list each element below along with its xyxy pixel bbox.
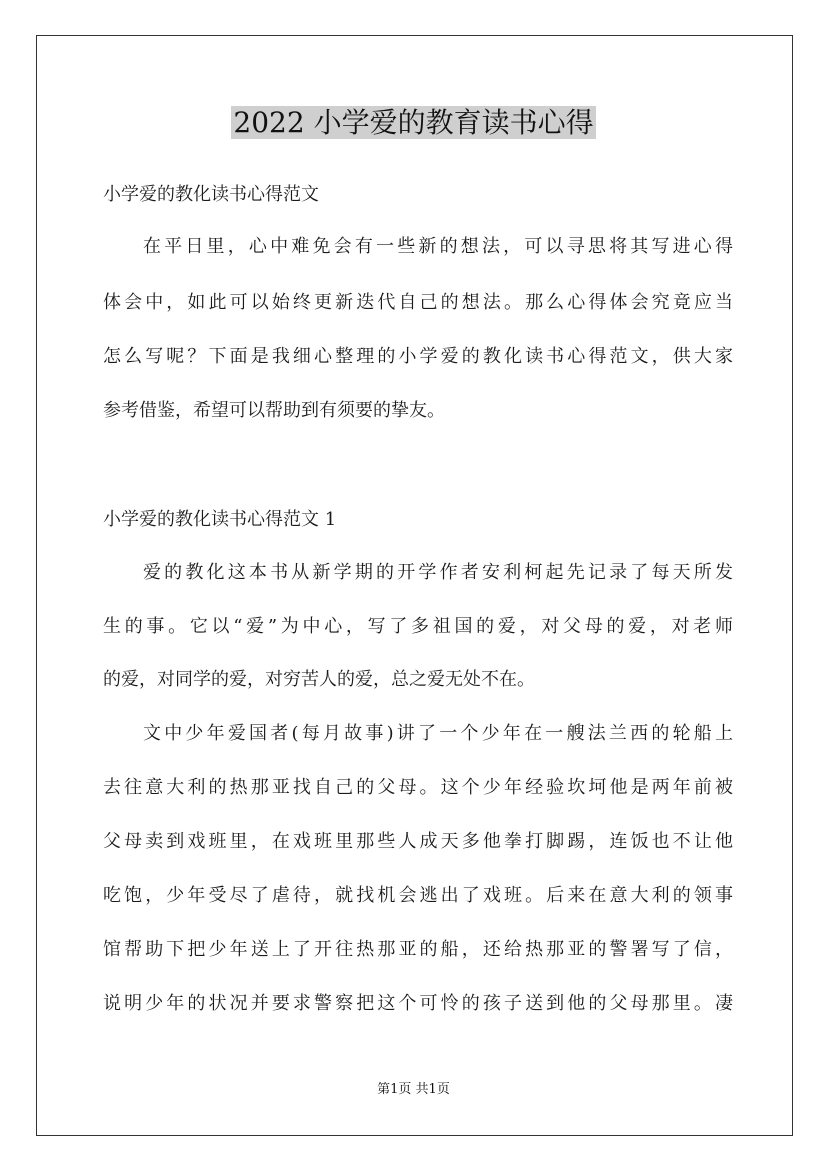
para1-line-2: 生的事。它以“爱”为中心，写了多祖国的爱，对父母的爱，对老师 xyxy=(103,616,733,637)
document-title xyxy=(0,103,827,143)
para1-line-1: 爱的教化这本书从新学期的开学作者安利柯起先记录了每天所发 xyxy=(143,562,733,583)
para2-line-1: 文中少年爱国者(每月故事)讲了一个少年在一艘法兰西的轮船上 xyxy=(143,723,733,744)
intro-line-3: 怎么写呢？下面是我细心整理的小学爱的教化读书心得范文，供大家 xyxy=(103,346,733,367)
intro-line-1: 在平日里，心中难免会有一些新的想法，可以寻思将其写进心得 xyxy=(143,236,733,257)
page-footer: 第1页 共1页 xyxy=(377,1082,450,1097)
para2-line-4: 吃饱，少年受尽了虐待，就找机会逃出了戏班。后来在意大利的领事 xyxy=(103,885,733,906)
para2-line-2: 去往意大利的热那亚找自己的父母。这个少年经验坎坷他是两年前被 xyxy=(103,777,733,798)
title-text: 2022 小学爱的教育读书心得 xyxy=(233,106,594,139)
para1-line-3: 的爱，对同学的爱，对穷苦人的爱，总之爱无处不在。 xyxy=(103,669,535,690)
section-heading: 小学爱的教化读书心得范文 1 xyxy=(103,509,337,530)
para2-line-6: 说明少年的状况并要求警察把这个可怜的孩子送到他的父母那里。凄 xyxy=(103,993,733,1014)
para2-line-5: 馆帮助下把少年送上了开往热那亚的船，还给热那亚的警署写了信， xyxy=(103,939,733,960)
intro-line-2: 体会中，如此可以始终更新迭代自己的想法。那么心得体会究竟应当 xyxy=(103,292,733,313)
intro-line-4: 参考借鉴，希望可以帮助到有须要的挚友。 xyxy=(103,400,445,421)
intro-heading: 小学爱的教化读书心得范文 xyxy=(103,184,319,205)
para2-line-3: 父母卖到戏班里，在戏班里那些人成天多他拳打脚踢，连饭也不让他 xyxy=(103,831,733,852)
